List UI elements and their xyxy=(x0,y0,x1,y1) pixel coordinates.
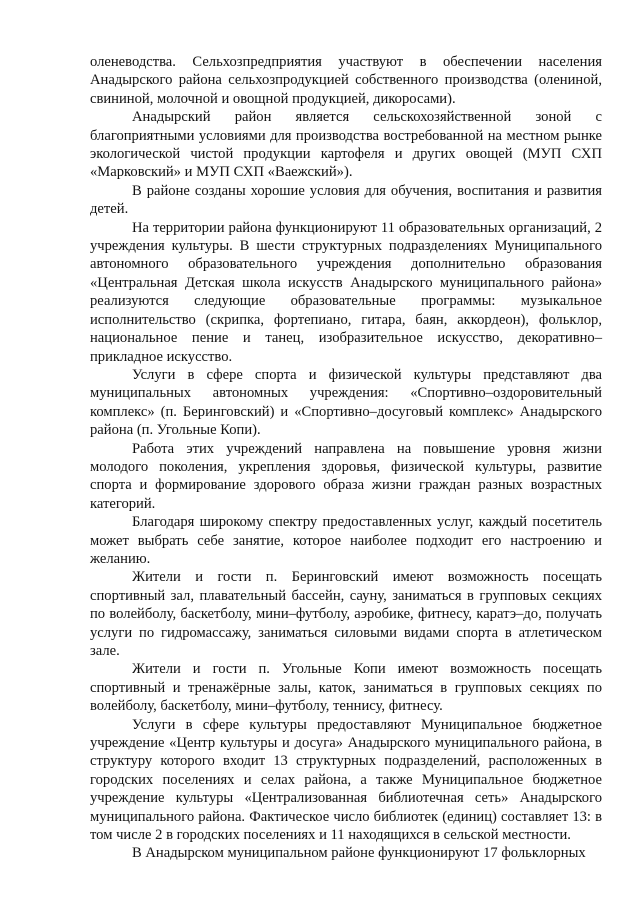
paragraph-agricultural-zone: Анадырский район является сельскохозяйственной зоной с благоприятными условиями для производства востребованной на местном рынке экологической чистой продукции картофеля и других овощей (МУП СХП «Марковский» и МУП СХП «Ваежский»). xyxy=(90,109,602,181)
paragraph-ugolnye-kopi-residents: Жители и гости п. Угольные Копи имеют возможность посещать спортивный и тренажёрные залы, каток, заниматься в групповых секциях по волейболу, баскетболу, мини–футболу, теннису, фитнесу. xyxy=(90,661,602,715)
paragraph-culture-services: Услуги в сфере культуры предоставляют Муниципальное бюджетное учреждение «Центр культуры и досуга» Анадырского муниципального района, в структуру которого входит 13 структурных подразделений, расположенных в городских поселениях и селах района, а также Муниципальное бюджетное учреждение культуры «Централизованная библиотечная сеть» Анадырского муниципального района. Фактическое число библиотек (единиц) составляет 13: в том числе 2 в городских поселениях и 11 находящихся в сельской местности. xyxy=(90,716,602,844)
paragraph-reindeer-herding: оленеводства. Сельхозпредприятия участвуют в обеспечении населения Анадырского района сельхозпродукцией собственного производства (олениной, свининой, молочной и овощной продукцией, дикоросами). xyxy=(90,54,602,107)
paragraph-services-range: Благодаря широкому спектру предоставленных услуг, каждый посетитель может выбрать себе занятие, которое наиболее подходит его настроению и желанию. xyxy=(90,514,602,567)
document-page xyxy=(90,53,602,863)
paragraph-education-conditions: В районе созданы хорошие условия для обучения, воспитания и развития детей. xyxy=(90,182,602,218)
paragraph-educational-organizations: На территории района функционируют 11 образовательных организаций, 2 учреждения культуры. В шести структурных подразделениях Муниципального автономного образовательного учреждения дополнительно образования «Центральная Детская школа искусств Анадырского муниципального района» реализуются следующие образовательные программы: музыкальное исполнительство (скрипка, фортепиано, гитара, баян, аккордеон), фольклор, национальное пение и танец, изобразительное искусство, декоративно–прикладное искусство. xyxy=(90,219,602,365)
paragraph-folklore-groups: В Анадырском муниципальном районе функционируют 17 фольклорных xyxy=(132,845,586,862)
paragraph-institutions-work: Работа этих учреждений направлена на повышение уровня жизни молодого поколения, укрепления здоровья, физической культуры, развитие спорта и формирование здорового образа жизни граждан разных возрастных категорий. xyxy=(90,440,602,512)
paragraph-beringovsky-residents: Жители и гости п. Беринговский имеют возможность посещать спортивный зал, плавательный бассейн, сауну, заниматься в групповых секциях по волейболу, баскетболу, мини–футболу, аэробике, фитнесу, каратэ–до, получать услуги по гидромассажу, заниматься силовыми видами спорта в атлетическом зале. xyxy=(90,569,602,659)
paragraph-sports-institutions: Услуги в сфере спорта и физической культуры представляют два муниципальных автономных учреждения: «Спортивно–оздоровительный комплекс» (п. Беринговский) и «Спортивно–досуговый комплекс» Анадырского района (п. Угольные Копи). xyxy=(90,366,602,439)
